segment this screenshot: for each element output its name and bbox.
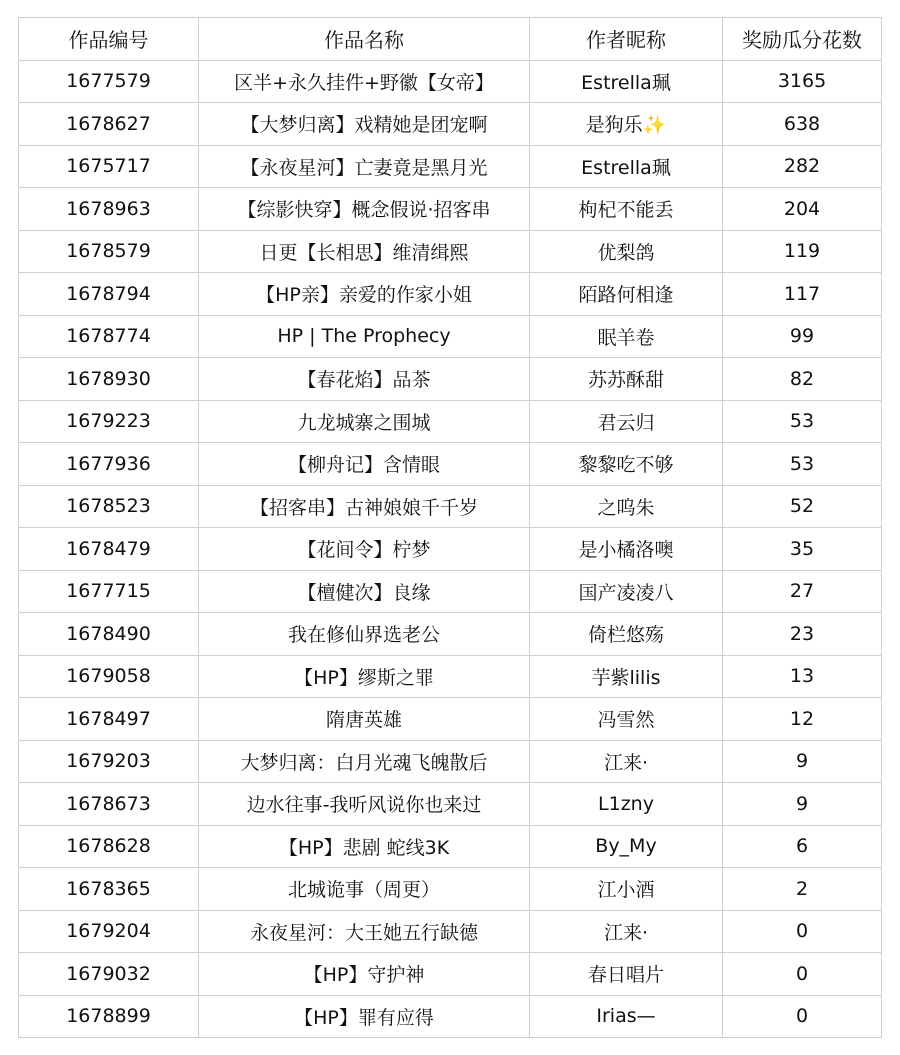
cell-work-title: 【永夜星河】亡妻竟是黑月光	[199, 145, 530, 188]
cell-work-title: 【大梦归离】戏精她是团宠啊	[199, 103, 530, 146]
cell-work-id: 1679223	[19, 400, 199, 443]
cell-work-title: 大梦归离：白月光魂飞魄散后	[199, 740, 530, 783]
table-row	[19, 145, 882, 188]
table-row	[19, 783, 882, 826]
cell-author-nickname: 春日唱片	[530, 953, 723, 996]
cell-author-nickname: 冯雪然	[530, 698, 723, 741]
cell-work-title: 边水往事-我听风说你也来过	[199, 783, 530, 826]
cell-work-id: 1678899	[19, 995, 199, 1038]
table-row	[19, 910, 882, 953]
cell-author-nickname: 是小橘洛噢	[530, 528, 723, 571]
cell-author-nickname: 国产凌凌八	[530, 570, 723, 613]
table-row	[19, 868, 882, 911]
cell-work-id: 1677715	[19, 570, 199, 613]
cell-reward-flowers: 53	[723, 443, 882, 486]
cell-work-id: 1678627	[19, 103, 199, 146]
table-row	[19, 485, 882, 528]
cell-reward-flowers: 204	[723, 188, 882, 231]
table-row	[19, 443, 882, 486]
table-row	[19, 528, 882, 571]
cell-work-title: 【HP】悲剧 蛇线3K	[199, 825, 530, 868]
table-row	[19, 273, 882, 316]
cell-author-nickname: 倚栏悠殇	[530, 613, 723, 656]
ranking-table	[18, 17, 882, 1038]
cell-work-title: 【HP亲】亲爱的作家小姐	[199, 273, 530, 316]
table-row	[19, 103, 882, 146]
cell-reward-flowers: 12	[723, 698, 882, 741]
cell-reward-flowers: 6	[723, 825, 882, 868]
cell-author-nickname: 是狗乐✨	[530, 103, 723, 146]
table-row	[19, 995, 882, 1038]
cell-work-id: 1678497	[19, 698, 199, 741]
cell-work-id: 1678963	[19, 188, 199, 231]
table-row	[19, 825, 882, 868]
cell-author-nickname: 之呜朱	[530, 485, 723, 528]
cell-author-nickname: 眠羊卷	[530, 315, 723, 358]
header-author-nickname: 作者昵称	[530, 18, 723, 61]
table-row	[19, 315, 882, 358]
cell-author-nickname: 芋紫lilis	[530, 655, 723, 698]
cell-work-id: 1679203	[19, 740, 199, 783]
cell-author-nickname: 优梨鸽	[530, 230, 723, 273]
cell-work-title: 【综影快穿】概念假说·招客串	[199, 188, 530, 231]
cell-reward-flowers: 53	[723, 400, 882, 443]
cell-work-title: 【招客串】古神娘娘千千岁	[199, 485, 530, 528]
header-reward-flowers: 奖励瓜分花数	[723, 18, 882, 61]
cell-author-nickname: Irias—	[530, 995, 723, 1038]
cell-work-id: 1677579	[19, 60, 199, 103]
cell-work-title: 【柳舟记】含情眼	[199, 443, 530, 486]
header-work-id: 作品编号	[19, 18, 199, 61]
table-row	[19, 655, 882, 698]
header-row	[19, 18, 882, 61]
cell-work-id: 1678794	[19, 273, 199, 316]
cell-reward-flowers: 2	[723, 868, 882, 911]
cell-work-title: 永夜星河：大王她五行缺德	[199, 910, 530, 953]
cell-author-nickname: 江来·	[530, 740, 723, 783]
header-work-title: 作品名称	[199, 18, 530, 61]
cell-reward-flowers: 23	[723, 613, 882, 656]
cell-reward-flowers: 0	[723, 953, 882, 996]
cell-reward-flowers: 638	[723, 103, 882, 146]
cell-work-title: 【HP】守护神	[199, 953, 530, 996]
cell-reward-flowers: 0	[723, 995, 882, 1038]
cell-work-id: 1679032	[19, 953, 199, 996]
cell-work-id: 1678490	[19, 613, 199, 656]
cell-work-id: 1678628	[19, 825, 199, 868]
cell-author-nickname: By_My	[530, 825, 723, 868]
cell-work-title: 我在修仙界选老公	[199, 613, 530, 656]
cell-author-nickname: L1zny	[530, 783, 723, 826]
cell-work-title: 【花间令】柠梦	[199, 528, 530, 571]
cell-reward-flowers: 119	[723, 230, 882, 273]
cell-work-id: 1678930	[19, 358, 199, 401]
cell-work-title: 隋唐英雄	[199, 698, 530, 741]
table-row	[19, 953, 882, 996]
table-row	[19, 358, 882, 401]
cell-work-title: 【檀健次】良缘	[199, 570, 530, 613]
cell-reward-flowers: 9	[723, 783, 882, 826]
cell-work-id: 1678673	[19, 783, 199, 826]
cell-work-id: 1679058	[19, 655, 199, 698]
table-row	[19, 613, 882, 656]
cell-reward-flowers: 52	[723, 485, 882, 528]
cell-work-id: 1675717	[19, 145, 199, 188]
table-row	[19, 188, 882, 231]
table-header	[19, 18, 882, 61]
cell-reward-flowers: 3165	[723, 60, 882, 103]
cell-reward-flowers: 282	[723, 145, 882, 188]
cell-work-title: 【春花焰】品茶	[199, 358, 530, 401]
table-row	[19, 230, 882, 273]
table-row	[19, 698, 882, 741]
cell-author-nickname: 黎黎吃不够	[530, 443, 723, 486]
cell-work-title: 【HP】罪有应得	[199, 995, 530, 1038]
ranking-table-container	[18, 17, 881, 1038]
cell-work-id: 1678579	[19, 230, 199, 273]
cell-work-id: 1678774	[19, 315, 199, 358]
table-row	[19, 60, 882, 103]
cell-work-id: 1677936	[19, 443, 199, 486]
cell-work-title: 【HP】缪斯之罪	[199, 655, 530, 698]
cell-work-id: 1679204	[19, 910, 199, 953]
cell-reward-flowers: 35	[723, 528, 882, 571]
cell-author-nickname: 苏苏酥甜	[530, 358, 723, 401]
cell-author-nickname: Estrella珮	[530, 60, 723, 103]
cell-author-nickname: 枸杞不能丢	[530, 188, 723, 231]
cell-reward-flowers: 9	[723, 740, 882, 783]
cell-work-title: 区半+永久挂件+野徽【女帝】	[199, 60, 530, 103]
cell-reward-flowers: 117	[723, 273, 882, 316]
table-row	[19, 570, 882, 613]
cell-author-nickname: 陌路何相逢	[530, 273, 723, 316]
cell-reward-flowers: 82	[723, 358, 882, 401]
table-body	[19, 60, 882, 1038]
cell-reward-flowers: 0	[723, 910, 882, 953]
cell-author-nickname: 君云归	[530, 400, 723, 443]
cell-author-nickname: 江来·	[530, 910, 723, 953]
cell-reward-flowers: 13	[723, 655, 882, 698]
cell-work-title: 日更【长相思】维清缉熙	[199, 230, 530, 273]
cell-work-id: 1678523	[19, 485, 199, 528]
cell-author-nickname: Estrella珮	[530, 145, 723, 188]
cell-work-id: 1678365	[19, 868, 199, 911]
cell-reward-flowers: 27	[723, 570, 882, 613]
cell-work-title: 北城诡事（周更）	[199, 868, 530, 911]
cell-work-title: 九龙城寨之围城	[199, 400, 530, 443]
cell-author-nickname: 江小酒	[530, 868, 723, 911]
table-row	[19, 400, 882, 443]
cell-work-title: HP | The Prophecy	[199, 315, 530, 358]
cell-reward-flowers: 99	[723, 315, 882, 358]
cell-work-id: 1678479	[19, 528, 199, 571]
table-row	[19, 740, 882, 783]
